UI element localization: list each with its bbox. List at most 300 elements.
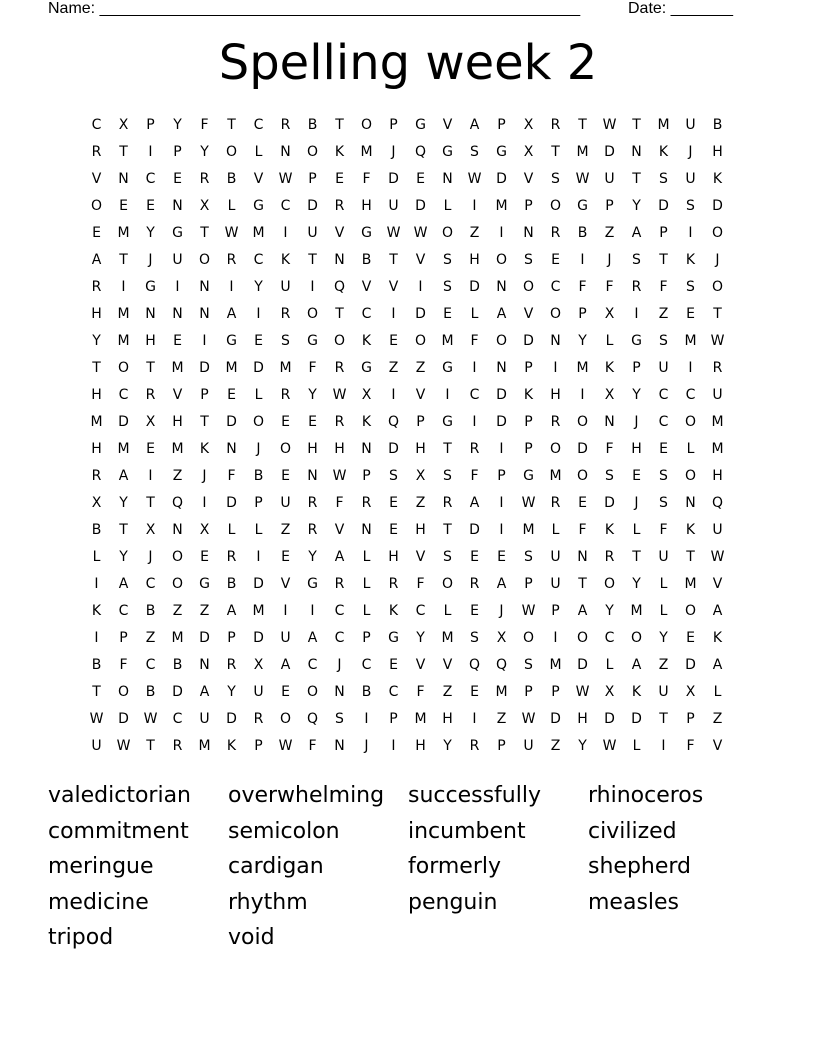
grid-letter: G [523, 468, 534, 484]
grid-letter: F [659, 279, 668, 295]
word-bank [48, 778, 768, 956]
grid-letter: G [172, 225, 183, 241]
grid-letter: H [631, 441, 642, 457]
grid-letter: O [495, 333, 508, 349]
grid-letter: E [497, 549, 506, 565]
grid-letter: O [171, 549, 184, 565]
grid-letter: U [685, 171, 696, 187]
grid-letter: S [470, 144, 479, 160]
grid-letter: N [496, 360, 507, 376]
grid-letter: L [92, 549, 101, 565]
grid-letter: Y [254, 279, 263, 295]
grid-letter: N [118, 171, 129, 187]
grid-letter: O [117, 360, 130, 376]
grid-letter: S [632, 252, 641, 268]
page-title: Spelling week 2 [218, 35, 598, 91]
grid-letter: I [391, 387, 396, 403]
grid-letter: E [686, 630, 695, 646]
word-bank-item: medicine [48, 889, 149, 915]
grid-letter: O [360, 117, 373, 133]
grid-letter: I [661, 738, 666, 754]
grid-letter: M [630, 603, 643, 619]
grid-letter: K [631, 684, 642, 700]
grid-letter: X [523, 144, 534, 160]
grid-letter: K [334, 144, 345, 160]
grid-letter: D [226, 495, 237, 511]
grid-letter: I [445, 387, 450, 403]
grid-letter: D [604, 144, 615, 160]
grid-letter: B [577, 225, 588, 241]
grid-letter: I [418, 279, 423, 295]
grid-letter: N [172, 198, 183, 214]
word-bank-item: meringue [48, 854, 154, 880]
grid-letter: O [441, 225, 454, 241]
grid-letter: C [307, 657, 318, 673]
grid-letter: J [364, 738, 369, 754]
grid-letter: G [415, 117, 426, 133]
grid-letter: Y [443, 738, 452, 754]
grid-letter: E [281, 414, 290, 430]
grid-letter: W [332, 468, 347, 484]
grid-letter: P [497, 117, 506, 133]
grid-letter: P [227, 630, 236, 646]
grid-letter: R [145, 387, 156, 403]
word-bank-item: penguin [408, 889, 498, 915]
grid-letter: O [576, 630, 589, 646]
grid-letter: H [550, 387, 561, 403]
word-bank-item: tripod [48, 925, 114, 951]
grid-letter: L [632, 738, 641, 754]
word-bank-item: shepherd [588, 854, 692, 880]
grid-letter: H [388, 549, 399, 565]
grid-letter: D [226, 711, 237, 727]
grid-letter: T [686, 549, 695, 565]
grid-letter: E [281, 684, 290, 700]
grid-letter: P [551, 684, 560, 700]
grid-letter: Y [578, 738, 587, 754]
grid-letter: Q [171, 495, 184, 511]
grid-letter: L [254, 387, 263, 403]
grid-letter: A [631, 225, 642, 241]
grid-letter: M [90, 414, 103, 430]
grid-letter: G [496, 144, 507, 160]
grid-letter: G [361, 360, 372, 376]
grid-letter: P [686, 711, 695, 727]
grid-letter: R [280, 306, 291, 322]
grid-letter: J [337, 657, 342, 673]
grid-letter: D [415, 198, 426, 214]
grid-letter: I [580, 252, 585, 268]
name-field-label: Name: ______________________________________________________ [48, 0, 581, 17]
grid-letter: B [91, 522, 102, 538]
grid-letter: B [361, 252, 372, 268]
word-bank-item: rhythm [228, 889, 308, 915]
grid-letter: C [280, 198, 291, 214]
grid-letter: T [146, 360, 155, 376]
grid-letter: Y [200, 144, 209, 160]
grid-letter: B [145, 684, 156, 700]
grid-letter: O [279, 711, 292, 727]
grid-letter: M [711, 414, 724, 430]
word-bank-item: incumbent [408, 818, 526, 844]
grid-letter: X [253, 657, 264, 673]
grid-letter: V [523, 171, 534, 187]
grid-letter: D [253, 360, 264, 376]
grid-letter: E [470, 684, 479, 700]
grid-letter: S [524, 252, 533, 268]
grid-letter: Q [414, 144, 427, 160]
grid-letter: H [469, 252, 480, 268]
grid-letter: Y [146, 225, 155, 241]
grid-letter: F [605, 441, 614, 457]
grid-letter: N [172, 522, 183, 538]
grid-letter: O [549, 198, 562, 214]
grid-letter: P [524, 684, 533, 700]
grid-letter: O [441, 576, 454, 592]
grid-letter: M [549, 468, 562, 484]
grid-letter: M [414, 711, 427, 727]
grid-letter: B [226, 576, 237, 592]
grid-letter: A [712, 603, 723, 619]
grid-letter: D [307, 198, 318, 214]
grid-letter: R [442, 495, 453, 511]
grid-letter: U [253, 684, 264, 700]
grid-letter: H [577, 711, 588, 727]
grid-letter: O [576, 414, 589, 430]
grid-letter: I [283, 603, 288, 619]
grid-letter: V [280, 576, 291, 592]
grid-letter: U [280, 279, 291, 295]
grid-letter: N [199, 279, 210, 295]
word-bank-item: void [228, 925, 275, 951]
grid-letter: X [145, 414, 156, 430]
grid-letter: U [523, 738, 534, 754]
grid-letter: R [226, 549, 237, 565]
grid-letter: O [198, 252, 211, 268]
grid-letter: I [121, 279, 126, 295]
grid-letter: O [414, 333, 427, 349]
grid-letter: F [470, 333, 479, 349]
grid-letter: A [226, 603, 237, 619]
grid-letter: T [119, 522, 128, 538]
grid-letter: K [226, 738, 237, 754]
grid-letter: Y [605, 603, 614, 619]
grid-letter: T [146, 738, 155, 754]
grid-letter: I [472, 360, 477, 376]
grid-letter: E [686, 306, 695, 322]
grid-letter: V [415, 252, 426, 268]
grid-letter: F [308, 360, 317, 376]
grid-letter: S [389, 468, 398, 484]
grid-letter: W [521, 711, 536, 727]
grid-letter: X [604, 387, 615, 403]
grid-letter: V [523, 306, 534, 322]
grid-letter: I [229, 279, 234, 295]
grid-letter: G [442, 360, 453, 376]
grid-letter: Y [119, 549, 128, 565]
grid-letter: E [173, 333, 182, 349]
grid-letter: R [226, 252, 237, 268]
grid-letter: G [442, 144, 453, 160]
grid-letter: E [389, 495, 398, 511]
grid-letter: C [172, 711, 183, 727]
grid-letter: C [253, 117, 264, 133]
grid-letter: T [146, 495, 155, 511]
grid-letter: I [580, 387, 585, 403]
grid-letter: O [333, 333, 346, 349]
grid-letter: O [522, 630, 535, 646]
grid-letter: V [442, 117, 453, 133]
grid-letter: D [253, 630, 264, 646]
grid-letter: M [171, 360, 184, 376]
grid-letter: A [118, 576, 129, 592]
grid-letter: R [469, 441, 480, 457]
grid-letter: T [713, 306, 722, 322]
grid-letter: M [522, 522, 535, 538]
grid-letter: X [523, 117, 534, 133]
grid-letter: J [688, 144, 693, 160]
grid-letter: D [415, 306, 426, 322]
grid-letter: R [388, 576, 399, 592]
grid-letter: P [416, 414, 425, 430]
grid-letter: W [332, 387, 347, 403]
grid-letter: E [470, 603, 479, 619]
grid-letter: B [145, 603, 156, 619]
grid-letter: Z [145, 630, 156, 646]
grid-letter: Z [388, 360, 399, 376]
grid-letter: Y [632, 387, 641, 403]
grid-letter: U [550, 549, 561, 565]
grid-letter: E [659, 441, 668, 457]
grid-letter: Y [578, 333, 587, 349]
grid-letter: Z [172, 603, 183, 619]
grid-letter: O [549, 441, 562, 457]
grid-letter: I [553, 360, 558, 376]
grid-letter: M [549, 657, 562, 673]
grid-letter: D [685, 657, 696, 673]
grid-letter: V [415, 387, 426, 403]
grid-letter: J [634, 495, 639, 511]
grid-letter: K [685, 252, 696, 268]
grid-letter: C [388, 684, 399, 700]
grid-letter: T [659, 252, 668, 268]
grid-letter: F [605, 279, 614, 295]
grid-letter: N [145, 306, 156, 322]
grid-letter: S [551, 171, 560, 187]
grid-letter: V [415, 549, 426, 565]
grid-letter: I [499, 495, 504, 511]
grid-letter: W [413, 225, 428, 241]
grid-letter: A [91, 252, 102, 268]
grid-letter: V [334, 225, 345, 241]
grid-letter: X [496, 630, 507, 646]
grid-letter: M [252, 225, 265, 241]
grid-letter: T [335, 306, 344, 322]
grid-letter: W [89, 711, 104, 727]
grid-letter: K [658, 144, 669, 160]
grid-letter: W [602, 117, 617, 133]
grid-letter: H [712, 144, 723, 160]
grid-letter: C [334, 603, 345, 619]
grid-letter: A [199, 684, 210, 700]
grid-letter: L [659, 576, 668, 592]
grid-letter: H [712, 468, 723, 484]
grid-letter: E [92, 225, 101, 241]
word-bank-item: overwhelming [228, 783, 385, 808]
grid-letter: P [173, 144, 182, 160]
grid-letter: M [198, 738, 211, 754]
grid-letter: Y [659, 630, 668, 646]
grid-letter: W [278, 738, 293, 754]
grid-letter: R [226, 657, 237, 673]
grid-letter: A [118, 468, 129, 484]
grid-letter: O [684, 603, 697, 619]
grid-letter: C [253, 252, 264, 268]
grid-letter: T [578, 576, 587, 592]
grid-letter: X [604, 306, 615, 322]
grid-letter: L [362, 549, 371, 565]
grid-letter: A [631, 657, 642, 673]
grid-letter: W [710, 333, 725, 349]
grid-letter: M [441, 630, 454, 646]
grid-letter: I [472, 414, 477, 430]
grid-letter: R [469, 738, 480, 754]
grid-letter: D [118, 711, 129, 727]
grid-letter: Q [495, 657, 508, 673]
grid-letter: J [634, 414, 639, 430]
grid-letter: V [442, 657, 453, 673]
grid-letter: P [362, 468, 371, 484]
grid-letter: Z [550, 738, 561, 754]
grid-letter: P [524, 576, 533, 592]
grid-letter: Y [416, 630, 425, 646]
grid-letter: K [91, 603, 102, 619]
grid-letter: A [469, 495, 480, 511]
grid-letter: J [148, 252, 153, 268]
grid-letter: R [91, 468, 102, 484]
word-bank-item: formerly [408, 854, 502, 880]
grid-letter: I [499, 225, 504, 241]
grid-letter: P [524, 198, 533, 214]
grid-letter: K [361, 333, 372, 349]
grid-letter: D [226, 414, 237, 430]
grid-letter: N [685, 495, 696, 511]
grid-letter: J [607, 252, 612, 268]
grid-letter: P [497, 468, 506, 484]
grid-letter: V [388, 279, 399, 295]
grid-letter: I [688, 225, 693, 241]
grid-letter: E [146, 198, 155, 214]
grid-letter: I [472, 198, 477, 214]
grid-letter: U [550, 576, 561, 592]
grid-letter: P [254, 738, 263, 754]
grid-letter: D [712, 198, 723, 214]
grid-letter: A [496, 576, 507, 592]
grid-letter: D [577, 441, 588, 457]
grid-letter: S [659, 495, 668, 511]
grid-letter: V [91, 171, 102, 187]
grid-letter: K [712, 171, 723, 187]
date-field-label: Date: _______ [628, 0, 733, 17]
grid-letter: G [361, 225, 372, 241]
grid-letter: N [307, 468, 318, 484]
grid-letter: L [227, 522, 236, 538]
grid-letter: T [632, 549, 641, 565]
grid-letter: R [631, 279, 642, 295]
grid-letter: R [550, 117, 561, 133]
grid-letter: D [199, 360, 210, 376]
grid-letter: P [389, 711, 398, 727]
grid-letter: C [658, 387, 669, 403]
grid-letter: R [172, 738, 183, 754]
grid-letter: E [335, 171, 344, 187]
grid-letter: M [360, 144, 373, 160]
grid-letter: D [388, 441, 399, 457]
grid-letter: S [659, 333, 668, 349]
grid-letter: D [496, 414, 507, 430]
grid-letter: N [199, 306, 210, 322]
grid-letter: O [549, 306, 562, 322]
grid-letter: F [335, 495, 344, 511]
grid-letter: N [523, 225, 534, 241]
grid-letter: S [524, 657, 533, 673]
grid-letter: I [94, 630, 99, 646]
grid-letter: I [310, 279, 315, 295]
grid-letter: W [116, 738, 131, 754]
grid-letter: E [173, 171, 182, 187]
grid-letter: L [362, 603, 371, 619]
grid-letter: Y [227, 684, 236, 700]
grid-letter: I [310, 603, 315, 619]
grid-letter: Z [172, 468, 183, 484]
grid-letter: A [280, 657, 291, 673]
grid-letter: L [227, 198, 236, 214]
grid-letter: G [199, 576, 210, 592]
grid-letter: L [470, 306, 479, 322]
grid-letter: D [523, 333, 534, 349]
grid-letter: V [712, 576, 723, 592]
grid-letter: K [280, 252, 291, 268]
grid-letter: N [442, 171, 453, 187]
grid-letter: I [175, 279, 180, 295]
grid-letter: E [551, 252, 560, 268]
grid-letter: O [90, 198, 103, 214]
grid-letter: J [499, 603, 504, 619]
grid-letter: L [605, 657, 614, 673]
grid-letter: Y [632, 198, 641, 214]
grid-letter: J [202, 468, 207, 484]
grid-letter: N [334, 252, 345, 268]
grid-letter: L [443, 198, 452, 214]
grid-letter: Z [415, 495, 426, 511]
grid-letter: D [604, 495, 615, 511]
grid-letter: O [630, 630, 643, 646]
grid-letter: P [254, 495, 263, 511]
grid-letter: O [117, 684, 130, 700]
grid-letter: X [604, 684, 615, 700]
grid-letter: R [712, 360, 723, 376]
grid-letter: L [551, 522, 560, 538]
grid-letter: O [279, 441, 292, 457]
grid-letter: T [632, 117, 641, 133]
grid-letter: U [280, 630, 291, 646]
grid-letter: E [281, 468, 290, 484]
grid-letter: M [117, 441, 130, 457]
grid-letter: N [361, 522, 372, 538]
grid-letter: V [334, 522, 345, 538]
grid-letter: G [226, 333, 237, 349]
grid-letter: R [280, 117, 291, 133]
